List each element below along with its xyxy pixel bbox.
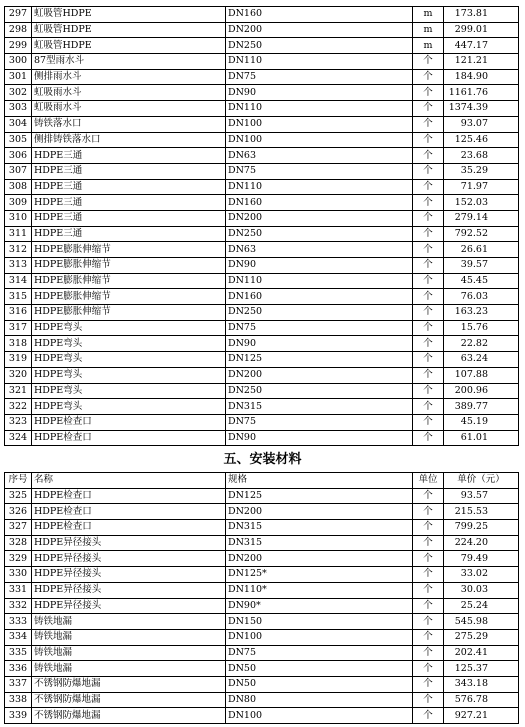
- cell-name: HDPE检查口: [32, 430, 226, 446]
- cell-unit: 个: [413, 535, 444, 551]
- cell-price: 184.90: [444, 69, 519, 85]
- table-row: [5, 54, 519, 70]
- cell-no: 318: [5, 336, 32, 352]
- cell-name: HDPE检查口: [32, 504, 226, 520]
- cell-no: 314: [5, 273, 32, 289]
- cell-name: 不锈钢防爆地漏: [32, 708, 226, 724]
- cell-price: 63.24: [444, 352, 519, 368]
- header-row: [5, 473, 519, 489]
- cell-spec: DN315: [226, 399, 413, 415]
- cell-no: 308: [5, 179, 32, 195]
- cell-no: 313: [5, 258, 32, 274]
- cell-no: 306: [5, 148, 32, 164]
- cell-spec: DN100: [226, 116, 413, 132]
- cell-unit: 个: [413, 383, 444, 399]
- table-row: [5, 38, 519, 54]
- cell-spec: DN250: [226, 305, 413, 321]
- cell-name: HDPE三通: [32, 148, 226, 164]
- cell-no: 329: [5, 551, 32, 567]
- cell-price: 30.03: [444, 582, 519, 598]
- cell-unit: 个: [413, 226, 444, 242]
- cell-price: 39.57: [444, 258, 519, 274]
- cell-spec: DN63: [226, 148, 413, 164]
- cell-unit: 个: [413, 195, 444, 211]
- cell-no: 324: [5, 430, 32, 446]
- table-row: [5, 676, 519, 692]
- cell-price: 927.21: [444, 708, 519, 724]
- table-row: [5, 567, 519, 583]
- cell-spec: DN125: [226, 488, 413, 504]
- cell-spec: DN75: [226, 69, 413, 85]
- cell-no: 321: [5, 383, 32, 399]
- cell-price: 79.49: [444, 551, 519, 567]
- cell-unit: 个: [413, 598, 444, 614]
- cell-no: 330: [5, 567, 32, 583]
- cell-price: 25.24: [444, 598, 519, 614]
- cell-spec: DN90: [226, 336, 413, 352]
- cell-name: HDPE弯头: [32, 352, 226, 368]
- cell-price: 152.03: [444, 195, 519, 211]
- cell-name: HDPE三通: [32, 179, 226, 195]
- cell-unit: 个: [413, 488, 444, 504]
- cell-no: 305: [5, 132, 32, 148]
- cell-spec: DN110: [226, 273, 413, 289]
- cell-unit: 个: [413, 367, 444, 383]
- cell-unit: 个: [413, 289, 444, 305]
- table-row: [5, 195, 519, 211]
- table-row: [5, 645, 519, 661]
- table-row: [5, 598, 519, 614]
- cell-spec: DN90: [226, 85, 413, 101]
- cell-spec: DN250: [226, 383, 413, 399]
- cell-name: HDPE膨胀伸缩节: [32, 242, 226, 258]
- cell-no: 311: [5, 226, 32, 242]
- table-row: [5, 101, 519, 117]
- price-table-top: [4, 6, 519, 446]
- cell-unit: 个: [413, 85, 444, 101]
- cell-name: HDPE弯头: [32, 399, 226, 415]
- cell-unit: m: [413, 7, 444, 23]
- cell-name: HDPE检查口: [32, 488, 226, 504]
- cell-price: 23.68: [444, 148, 519, 164]
- cell-spec: DN160: [226, 289, 413, 305]
- cell-unit: 个: [413, 210, 444, 226]
- cell-price: 61.01: [444, 430, 519, 446]
- cell-name: HDPE检查口: [32, 520, 226, 536]
- cell-no: 325: [5, 488, 32, 504]
- table-row: [5, 336, 519, 352]
- cell-spec: DN75: [226, 163, 413, 179]
- cell-name: 不锈钢防爆地漏: [32, 692, 226, 708]
- cell-spec: DN100: [226, 708, 413, 724]
- cell-no: 328: [5, 535, 32, 551]
- cell-unit: 个: [413, 629, 444, 645]
- cell-spec: DN200: [226, 367, 413, 383]
- cell-name: HDPE弯头: [32, 383, 226, 399]
- header-no: 序号: [5, 473, 32, 489]
- cell-no: 335: [5, 645, 32, 661]
- table-row: [5, 179, 519, 195]
- cell-spec: DN110: [226, 179, 413, 195]
- cell-no: 326: [5, 504, 32, 520]
- cell-price: 26.61: [444, 242, 519, 258]
- cell-no: 312: [5, 242, 32, 258]
- cell-price: 545.98: [444, 614, 519, 630]
- cell-spec: DN50: [226, 676, 413, 692]
- table-row: [5, 582, 519, 598]
- cell-name: HDPE检查口: [32, 414, 226, 430]
- cell-price: 576.78: [444, 692, 519, 708]
- cell-name: HDPE异径接头: [32, 535, 226, 551]
- cell-unit: 个: [413, 430, 444, 446]
- cell-name: 铸铁地漏: [32, 629, 226, 645]
- cell-price: 121.21: [444, 54, 519, 70]
- cell-no: 300: [5, 54, 32, 70]
- cell-no: 319: [5, 352, 32, 368]
- price-table-top-body: [5, 7, 519, 446]
- cell-spec: DN200: [226, 22, 413, 38]
- cell-no: 337: [5, 676, 32, 692]
- cell-no: 299: [5, 38, 32, 54]
- cell-no: 301: [5, 69, 32, 85]
- cell-price: 45.19: [444, 414, 519, 430]
- table-row: [5, 242, 519, 258]
- cell-unit: 个: [413, 148, 444, 164]
- cell-name: HDPE三通: [32, 163, 226, 179]
- cell-spec: DN90: [226, 430, 413, 446]
- cell-name: 不锈钢防爆地漏: [32, 676, 226, 692]
- cell-spec: DN75: [226, 645, 413, 661]
- cell-spec: DN250: [226, 38, 413, 54]
- cell-name: 侧排铸铁落水口: [32, 132, 226, 148]
- cell-price: 799.25: [444, 520, 519, 536]
- cell-no: 316: [5, 305, 32, 321]
- cell-no: 302: [5, 85, 32, 101]
- cell-spec: DN110: [226, 54, 413, 70]
- cell-unit: 个: [413, 101, 444, 117]
- cell-spec: DN75: [226, 320, 413, 336]
- table-row: [5, 273, 519, 289]
- cell-name: 虹吸管HDPE: [32, 7, 226, 23]
- table-row: [5, 383, 519, 399]
- cell-no: 309: [5, 195, 32, 211]
- table-row: [5, 661, 519, 677]
- cell-no: 307: [5, 163, 32, 179]
- cell-name: HDPE膨胀伸缩节: [32, 273, 226, 289]
- table-row: [5, 132, 519, 148]
- cell-spec: DN200: [226, 551, 413, 567]
- price-table-bottom-body: [5, 488, 519, 723]
- cell-no: 298: [5, 22, 32, 38]
- table-row: [5, 352, 519, 368]
- cell-no: 336: [5, 661, 32, 677]
- cell-no: 323: [5, 414, 32, 430]
- table-row: [5, 7, 519, 23]
- table-row: [5, 430, 519, 446]
- cell-unit: 个: [413, 54, 444, 70]
- cell-spec: DN125*: [226, 567, 413, 583]
- cell-name: 铸铁地漏: [32, 645, 226, 661]
- table-row: [5, 289, 519, 305]
- header-unit: 单位: [413, 473, 444, 489]
- cell-no: 297: [5, 7, 32, 23]
- cell-unit: 个: [413, 692, 444, 708]
- cell-name: HDPE弯头: [32, 367, 226, 383]
- cell-price: 76.03: [444, 289, 519, 305]
- cell-price: 163.23: [444, 305, 519, 321]
- cell-unit: 个: [413, 116, 444, 132]
- table-row: [5, 551, 519, 567]
- cell-no: 332: [5, 598, 32, 614]
- cell-spec: DN200: [226, 210, 413, 226]
- cell-unit: 个: [413, 163, 444, 179]
- cell-no: 317: [5, 320, 32, 336]
- cell-name: 虹吸雨水斗: [32, 101, 226, 117]
- cell-spec: DN160: [226, 195, 413, 211]
- cell-unit: 个: [413, 305, 444, 321]
- cell-no: 338: [5, 692, 32, 708]
- cell-unit: m: [413, 22, 444, 38]
- cell-unit: 个: [413, 661, 444, 677]
- cell-name: 侧排雨水斗: [32, 69, 226, 85]
- cell-no: 303: [5, 101, 32, 117]
- cell-no: 333: [5, 614, 32, 630]
- table-row: [5, 488, 519, 504]
- cell-name: HDPE膨胀伸缩节: [32, 305, 226, 321]
- cell-unit: 个: [413, 336, 444, 352]
- cell-name: HDPE异径接头: [32, 582, 226, 598]
- cell-no: 334: [5, 629, 32, 645]
- cell-unit: 个: [413, 399, 444, 415]
- cell-price: 275.29: [444, 629, 519, 645]
- cell-unit: 个: [413, 69, 444, 85]
- cell-price: 22.82: [444, 336, 519, 352]
- cell-name: 虹吸雨水斗: [32, 85, 226, 101]
- cell-unit: 个: [413, 504, 444, 520]
- cell-price: 107.88: [444, 367, 519, 383]
- cell-price: 299.01: [444, 22, 519, 38]
- cell-unit: 个: [413, 273, 444, 289]
- cell-name: HDPE异径接头: [32, 567, 226, 583]
- cell-spec: DN100: [226, 132, 413, 148]
- cell-price: 792.52: [444, 226, 519, 242]
- cell-unit: 个: [413, 676, 444, 692]
- cell-name: HDPE三通: [32, 210, 226, 226]
- cell-price: 447.17: [444, 38, 519, 54]
- cell-name: 铸铁地漏: [32, 614, 226, 630]
- cell-price: 45.45: [444, 273, 519, 289]
- cell-name: HDPE膨胀伸缩节: [32, 258, 226, 274]
- table-row: [5, 116, 519, 132]
- table-row: [5, 399, 519, 415]
- cell-name: HDPE异径接头: [32, 551, 226, 567]
- table-row: [5, 692, 519, 708]
- price-table-bottom: [4, 472, 519, 724]
- cell-price: 202.41: [444, 645, 519, 661]
- cell-price: 125.46: [444, 132, 519, 148]
- table-row: [5, 148, 519, 164]
- cell-no: 327: [5, 520, 32, 536]
- cell-unit: 个: [413, 582, 444, 598]
- cell-price: 200.96: [444, 383, 519, 399]
- cell-unit: 个: [413, 520, 444, 536]
- cell-spec: DN80: [226, 692, 413, 708]
- table-row: [5, 504, 519, 520]
- table-row: [5, 414, 519, 430]
- cell-no: 331: [5, 582, 32, 598]
- cell-name: 铸铁地漏: [32, 661, 226, 677]
- cell-spec: DN75: [226, 414, 413, 430]
- cell-no: 315: [5, 289, 32, 305]
- table-row: [5, 320, 519, 336]
- cell-unit: 个: [413, 242, 444, 258]
- cell-no: 304: [5, 116, 32, 132]
- cell-unit: 个: [413, 708, 444, 724]
- section-title: 五、安装材料: [223, 452, 302, 467]
- cell-price: 279.14: [444, 210, 519, 226]
- cell-name: HDPE异径接头: [32, 598, 226, 614]
- cell-name: HDPE三通: [32, 226, 226, 242]
- cell-spec: DN110*: [226, 582, 413, 598]
- cell-unit: 个: [413, 551, 444, 567]
- cell-unit: 个: [413, 352, 444, 368]
- cell-no: 322: [5, 399, 32, 415]
- cell-price: 224.20: [444, 535, 519, 551]
- cell-spec: DN63: [226, 242, 413, 258]
- cell-price: 389.77: [444, 399, 519, 415]
- cell-name: 87型雨水斗: [32, 54, 226, 70]
- table-row: [5, 85, 519, 101]
- cell-price: 1374.39: [444, 101, 519, 117]
- cell-unit: 个: [413, 179, 444, 195]
- cell-spec: DN50: [226, 661, 413, 677]
- cell-name: HDPE弯头: [32, 320, 226, 336]
- cell-spec: DN160: [226, 7, 413, 23]
- cell-unit: 个: [413, 567, 444, 583]
- cell-price: 71.97: [444, 179, 519, 195]
- table-row: [5, 708, 519, 724]
- cell-unit: 个: [413, 645, 444, 661]
- cell-name: HDPE膨胀伸缩节: [32, 289, 226, 305]
- cell-unit: 个: [413, 414, 444, 430]
- table-row: [5, 614, 519, 630]
- cell-spec: DN250: [226, 226, 413, 242]
- cell-unit: m: [413, 38, 444, 54]
- cell-name: 虹吸管HDPE: [32, 38, 226, 54]
- cell-price: 33.02: [444, 567, 519, 583]
- header-name: 名称: [32, 473, 226, 489]
- cell-name: 虹吸管HDPE: [32, 22, 226, 38]
- cell-no: 310: [5, 210, 32, 226]
- table-row: [5, 210, 519, 226]
- cell-no: 320: [5, 367, 32, 383]
- cell-price: 125.37: [444, 661, 519, 677]
- table-row: [5, 629, 519, 645]
- cell-spec: DN100: [226, 629, 413, 645]
- cell-price: 93.57: [444, 488, 519, 504]
- cell-name: 铸铁落水口: [32, 116, 226, 132]
- cell-spec: DN110: [226, 101, 413, 117]
- cell-unit: 个: [413, 258, 444, 274]
- cell-price: 35.29: [444, 163, 519, 179]
- table-row: [5, 520, 519, 536]
- table-row: [5, 226, 519, 242]
- table-row: [5, 69, 519, 85]
- cell-price: 343.18: [444, 676, 519, 692]
- cell-spec: DN90*: [226, 598, 413, 614]
- cell-spec: DN315: [226, 535, 413, 551]
- header-spec: 规格: [226, 473, 413, 489]
- cell-spec: DN125: [226, 352, 413, 368]
- table-row: [5, 367, 519, 383]
- table-row: [5, 163, 519, 179]
- cell-unit: 个: [413, 614, 444, 630]
- cell-unit: 个: [413, 320, 444, 336]
- cell-spec: DN90: [226, 258, 413, 274]
- cell-price: 93.07: [444, 116, 519, 132]
- table-row: [5, 22, 519, 38]
- table-row: [5, 535, 519, 551]
- cell-spec: DN150: [226, 614, 413, 630]
- cell-name: HDPE弯头: [32, 336, 226, 352]
- table-row: [5, 258, 519, 274]
- header-price: 单价（元）: [444, 473, 519, 489]
- cell-price: 1161.76: [444, 85, 519, 101]
- cell-unit: 个: [413, 132, 444, 148]
- cell-price: 173.81: [444, 7, 519, 23]
- cell-no: 339: [5, 708, 32, 724]
- cell-spec: DN315: [226, 520, 413, 536]
- cell-price: 15.76: [444, 320, 519, 336]
- cell-name: HDPE三通: [32, 195, 226, 211]
- cell-spec: DN200: [226, 504, 413, 520]
- table-row: [5, 305, 519, 321]
- cell-price: 215.53: [444, 504, 519, 520]
